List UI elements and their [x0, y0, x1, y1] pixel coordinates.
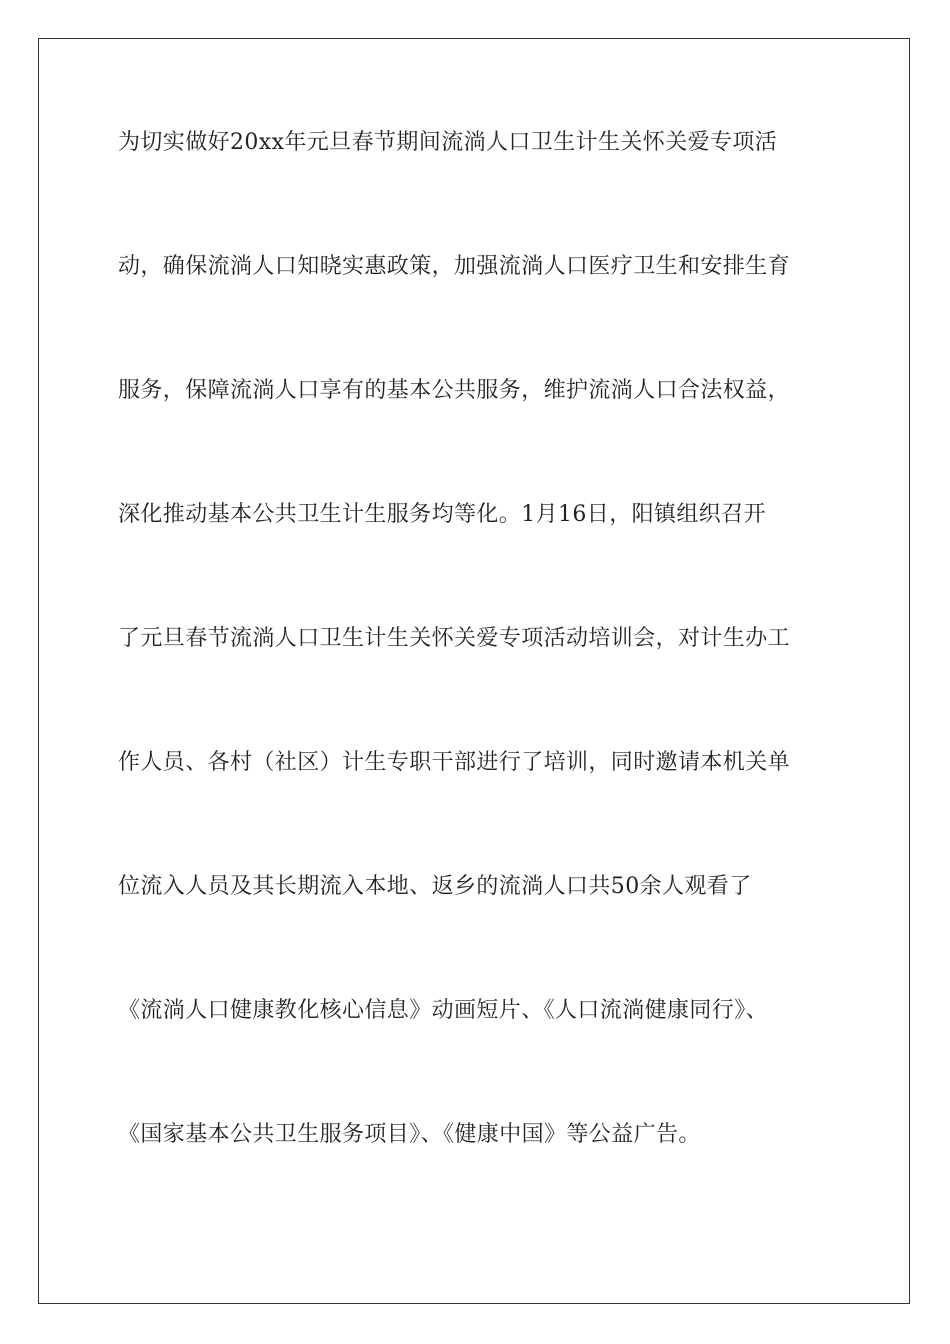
- paragraph-line: 位流入人员及其长期流入本地、返乡的流淌人口共50余人观看了: [118, 874, 752, 899]
- paragraph-line: 服务，保障流淌人口享有的基本公共服务，维护流淌人口合法权益，: [118, 378, 791, 403]
- paragraph-line: 《国家基本公共卫生服务项目》、《健康中国》等公益广告。: [118, 1122, 701, 1147]
- paragraph-line: 了元旦春节流淌人口卫生计生关怀关爱专项活动培训会，对计生办工: [118, 626, 791, 651]
- paragraph-line: 为切实做好20xx年元旦春节期间流淌人口卫生计生关怀关爱专项活: [118, 130, 778, 155]
- paragraph-line: 《流淌人口健康教化核心信息》动画短片、《人口流淌健康同行》、: [118, 998, 769, 1023]
- paragraph-line: 深化推动基本公共卫生计生服务均等化。1月16日，阳镇组织召开: [118, 502, 766, 527]
- paragraph-line: 作人员、各村（社区）计生专职干部进行了培训，同时邀请本机关单: [118, 750, 791, 775]
- page-border: [38, 38, 910, 1304]
- paragraph-line: 动，确保流淌人口知晓实惠政策，加强流淌人口医疗卫生和安排生育: [118, 254, 791, 279]
